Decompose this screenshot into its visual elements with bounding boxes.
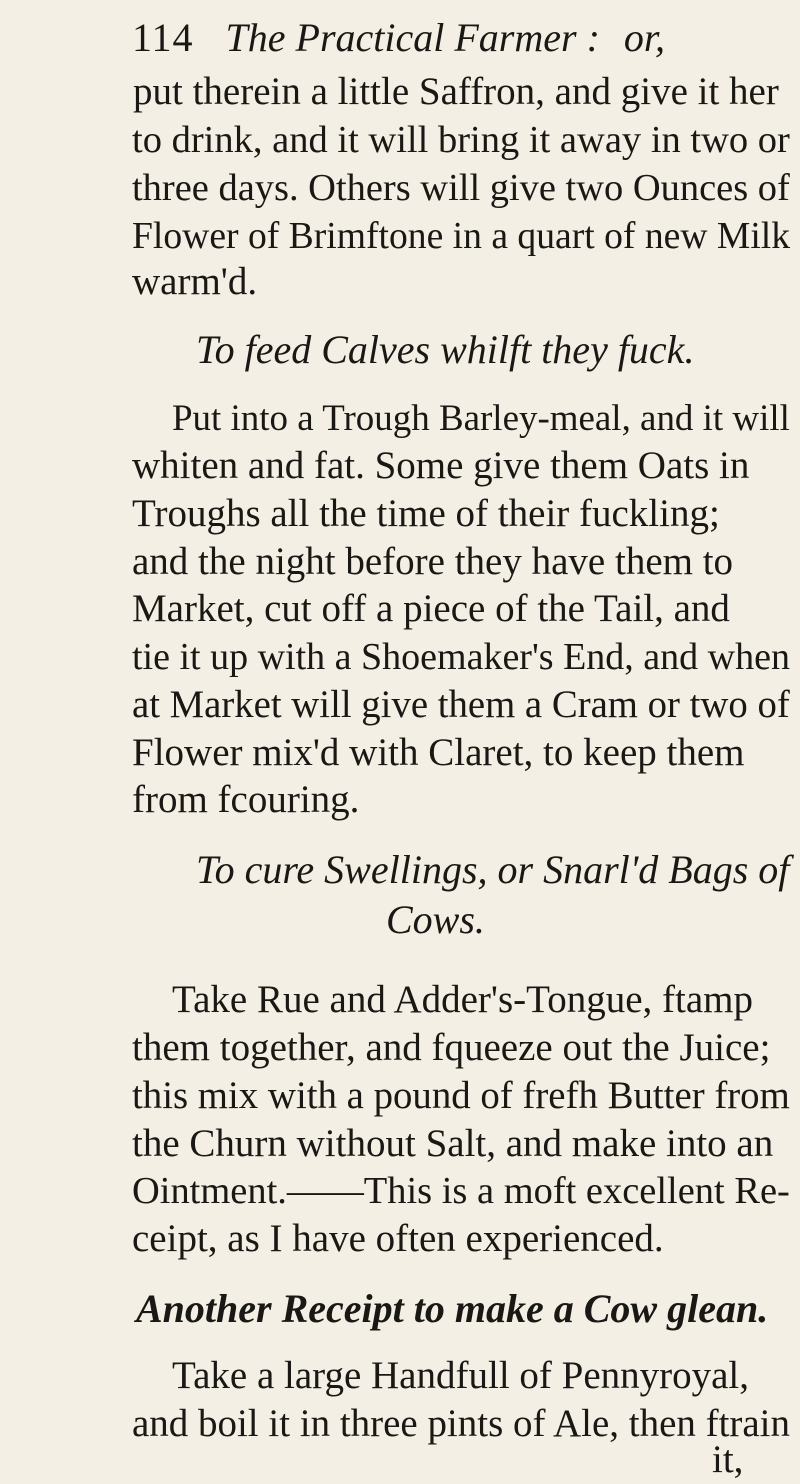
- text-line: Flower of Brimftone in a quart of new Milk: [132, 215, 791, 257]
- text-line: Troughs all the time of their fuckling;: [132, 492, 720, 535]
- text-line: from fcouring.: [132, 778, 360, 821]
- running-title: The Practical Farmer :: [225, 15, 600, 60]
- text-line: them together, and fqueeze out the Juice;: [132, 1026, 771, 1069]
- text-line: tie it up with a Shoemaker's End, and when: [132, 636, 790, 678]
- text-line: Take a large Handfull of Pennyroyal,: [172, 1354, 750, 1397]
- page-number: 114: [132, 15, 194, 60]
- text-line: at Market will give them a Cram or two of: [132, 683, 790, 726]
- text-line: put therein a little Saffron, and give it her: [133, 70, 779, 113]
- text-line: to drink, and it will bring it away in two or: [132, 119, 790, 161]
- text-line: Market, cut off a piece of the Tail, and: [132, 587, 730, 630]
- text-line: whiten and fat. Some give them Oats in: [132, 444, 750, 487]
- text-line: ceipt, as I have often experienced.: [132, 1217, 664, 1260]
- text-line: Put into a Trough Barley-meal, and it will: [172, 397, 790, 438]
- catchword: it,: [712, 1438, 744, 1481]
- section-heading-glean: Another Receipt to make a Cow glean.: [136, 1286, 769, 1331]
- text-line: and boil it in three pints of Ale, then ftrain: [132, 1402, 790, 1445]
- section-heading-calves: To feed Calves whilft they fuck.: [196, 327, 695, 372]
- section-heading-swellings-cont: Cows.: [386, 897, 485, 942]
- text-line: Take Rue and Adder's-Tongue, ftamp: [172, 978, 753, 1021]
- text-line: the Churn without Salt, and make into an: [132, 1122, 774, 1165]
- text-line: three days. Others will give two Ounces of: [132, 167, 790, 209]
- running-head: [132, 14, 665, 62]
- text-line: warm'd.: [132, 260, 258, 303]
- running-title-suffix: or,: [623, 15, 666, 60]
- section-heading-swellings: To cure Swellings, or Snarl'd Bags of: [196, 847, 790, 892]
- text-line: and the night before they have them to: [132, 540, 734, 583]
- text-line: this mix with a pound of frefh Butter from: [132, 1074, 790, 1117]
- text-line: Flower mix'd with Claret, to keep them: [132, 731, 745, 774]
- text-line: Ointment.——This is a moft excellent Re-: [132, 1170, 790, 1212]
